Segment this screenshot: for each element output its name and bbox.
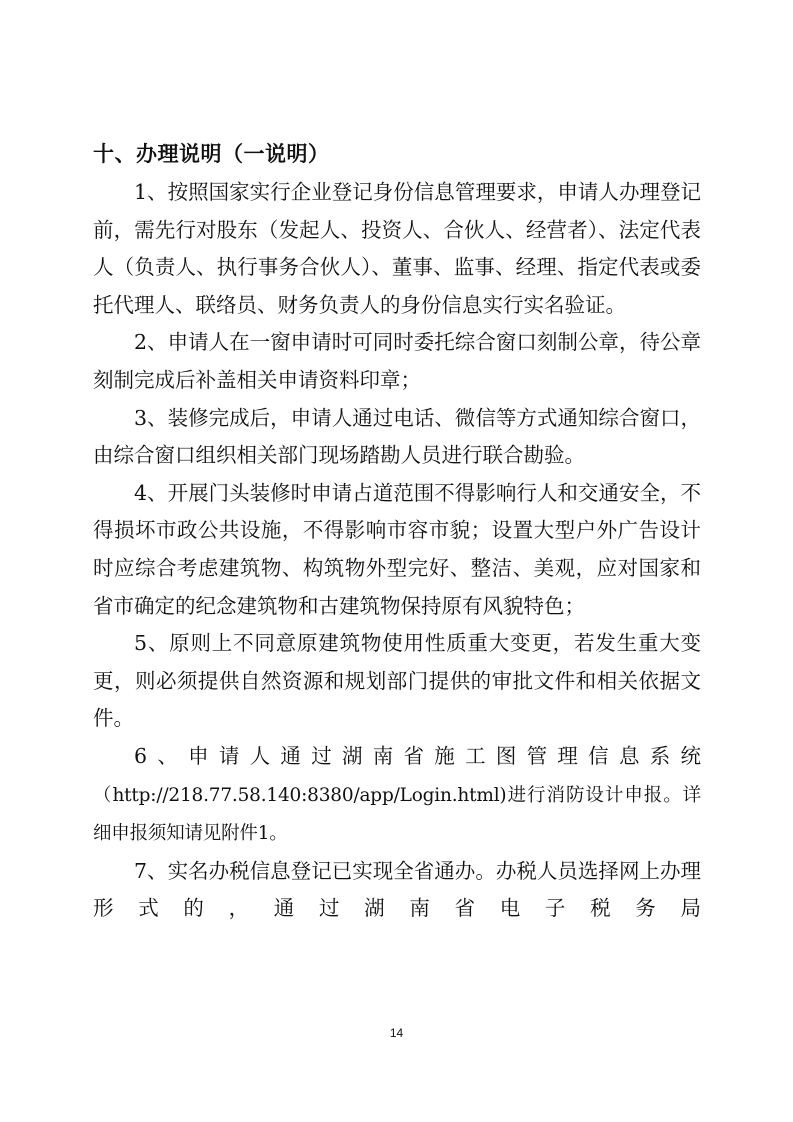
paragraph-5: 5、原则上不同意原建筑物使用性质重大变更，若发生重大变更，则必须提供自然资源和规划部门提供的审批文件和相关依据文件。 (93, 631, 701, 731)
system-url-text: （http://218.77.58.140:8380/app/Login.html)进行消防设计申报。详细申报须知请见附件1。 (93, 784, 701, 845)
paragraph-6 (93, 738, 701, 853)
paragraph-6-rest (93, 776, 701, 853)
page-number: 14 (389, 1026, 404, 1040)
paragraph-3: 3、装修完成后，申请人通过电话、微信等方式通知综合窗口，由综合窗口组织相关部门现场踏勘人员进行联合勘验。 (93, 405, 701, 468)
paragraph-7: 7、实名办税信息登记已实现全省通办。办税人员选择网上办理形式的，通过湖南省电子税务局 (93, 858, 701, 921)
paragraph-4: 4、开展门头装修时申请占道范围不得影响行人和交通安全，不得损坏市政公共设施，不得影响市容市貌；设置大型户外广告设计时应综合考虑建筑物、构筑物外型完好、整洁、美观，应对国家和省市确定的纪念建筑物和古建筑物保持原有风貌特色； (93, 480, 701, 618)
section-body (93, 174, 701, 928)
paragraph-6-line-1: 6、申请人通过湖南省施工图管理信息系统 (134, 743, 701, 768)
paragraph-2: 2、申请人在一窗申请时可同时委托综合窗口刻制公章，待公章刻制完成后补盖相关申请资料印章； (93, 330, 701, 392)
section-heading: 十、办理说明（一说明） (93, 142, 330, 166)
paragraph-1: 1、按照国家实行企业登记身份信息管理要求，申请人办理登记前，需先行对股东（发起人、投资人、合伙人、经营者）、法定代表人（负责人、执行事务合伙人）、董事、监事、经理、指定代表或委托代理人、联络员、财务负责人的身份信息实行实名验证。 (93, 180, 701, 317)
